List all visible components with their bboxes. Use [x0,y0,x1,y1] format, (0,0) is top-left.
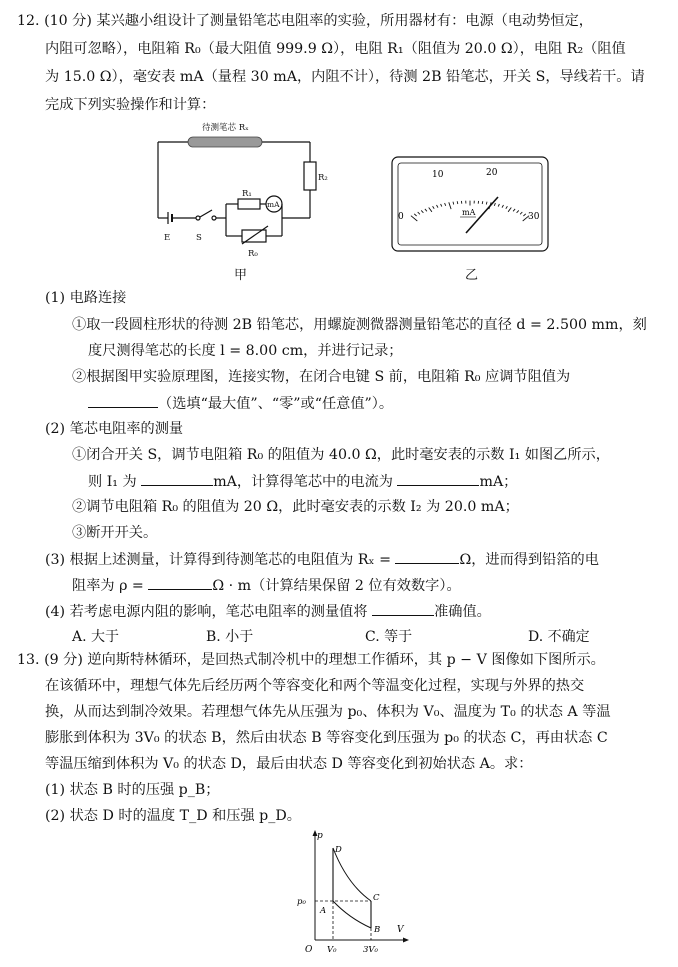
milliammeter-label: mA [267,200,280,209]
dial-unit: mA [462,208,476,217]
part3-line-2-post: Ω · m（计算结果保留 2 位有效数字）。 [212,578,461,594]
pv-diagram [295,828,410,960]
3v0-label: 3V₀ [363,945,378,955]
part2-item-b: ②调节电阻箱 R₀ 的阻值为 20 Ω，此时毫安表的示数 I₂ 为 20.0 mA； [72,499,519,515]
part4-post: 准确值。 [434,604,491,620]
part3-line-1-pre: (3) 根据上述测量，计算得到待测笔芯的电阻值为 Rₓ = [45,552,391,568]
q13-part-2: (2) 状态 D 时的温度 T_D 和压强 p_D。 [45,808,301,824]
origin-label: O [305,945,313,955]
q12-line-2: 内阻可忽略），电阻箱 R₀（最大阻值 999.9 Ω），电阻 R₁（阻值为 20.0 Ω），电阻 R₂（阻值 [45,41,626,57]
p0-label: p₀ [297,897,306,907]
part1-item-a-line-1: ①取一段圆柱形状的待测 2B 铅笔芯，用螺旋测微器测量铅笔芯的直径 d = 2.500 mm，刻 [72,317,647,333]
option-a[interactable]: A. 大于 [72,629,120,645]
answer-blank[interactable] [395,549,459,564]
q13-line-2: 在该循环中，理想气体先后经历两个等容变化和两个等温变化过程，实现与外界的热交 [45,678,585,694]
dial-tick-mark [482,201,483,204]
part2-item-a-mid: mA，计算得笔芯中的电流为 [213,474,393,490]
option-b[interactable]: B. 小于 [206,629,254,645]
milliammeter-dial [390,155,550,255]
answer-blank[interactable] [88,393,158,408]
q13-line-1: 13. (9 分) 逆向斯特林循环，是回热式制冷机中的理想工作循环，其 p − V 图像如下图所示。 [17,652,605,668]
dial-tick-10: 10 [432,170,444,180]
q12-line-1: 12. (10 分) 某兴趣小组设计了测量铅笔芯电阻率的实验，所用器材有：电源（电动势恒定， [17,13,593,29]
part1-item-a-line-2: 度尺测得笔芯的长度 l = 8.00 cm，并进行记录； [88,343,403,359]
figure-yi-caption: 乙 [465,268,479,283]
q13-part-1: (1) 状态 B 时的压强 p_B； [45,782,220,798]
switch-label: S [196,233,202,243]
answer-blank[interactable] [372,601,434,616]
state-d-label: D [335,845,342,855]
state-c-label: C [373,893,380,903]
r0-label: R₀ [248,249,258,259]
pencil-lead-label: 待测笔芯 Rₓ [202,123,249,133]
state-a-label: A [320,906,327,916]
q12-line-3: 为 15.0 Ω），毫安表 mA（量程 30 mA，内阻不计），待测 2B 铅笔芯，开关 S，导线若干。请 [45,69,645,85]
part2-item-a-post: mA； [479,474,518,490]
dial-tick-20: 20 [486,168,498,178]
v-axis-label: V [397,925,404,935]
dial-tick-30: 30 [528,212,540,222]
p-axis-label: p [317,831,323,841]
part2-item-a-pre: 则 I₁ 为 [88,474,137,490]
part1-item-b-line-2: （选填“最大值”、“零”或“任意值”）。 [158,396,394,412]
battery-label: E [164,233,171,243]
dial-tick-mark [457,201,458,204]
circuit-diagram [150,118,330,268]
option-d[interactable]: D. 不确定 [528,629,590,645]
r1-label: R₁ [242,189,252,199]
part1-item-b-line-1: ②根据图甲实验原理图，连接实物，在闭合电键 S 前，电阻箱 R₀ 应调节阻值为 [72,369,571,385]
part2-title: (2) 笔芯电阻率的测量 [45,421,184,437]
r2-label: R₂ [318,173,328,183]
q12-line-4: 完成下列实验操作和计算： [45,97,216,113]
q13-line-3: 换，从而达到制冷效果。若理想气体先从压强为 p₀、体积为 V₀、温度为 T₀ 的状态 A 等温 [45,704,611,720]
answer-blank[interactable] [397,471,479,486]
dial-tick-0: 0 [398,212,404,222]
part3-line-2-pre: 阻率为 ρ = [72,578,144,594]
option-c[interactable]: C. 等于 [365,629,413,645]
part2-item-c: ③断开开关。 [72,525,158,541]
state-b-label: B [374,925,381,935]
answer-blank[interactable] [141,471,213,486]
part2-item-a-line-1: ①闭合开关 S，调节电阻箱 R₀ 的阻值为 40.0 Ω，此时毫安表的示数 I₁ 如图乙所示， [72,447,610,463]
v0-label: V₀ [327,945,337,955]
part3-line-1-post: Ω，进而得到铅箔的电 [459,552,599,568]
figure-jia-caption: 甲 [234,268,248,283]
part1-title: (1) 电路连接 [45,290,127,306]
q13-line-4: 膨胀到体积为 3V₀ 的状态 B，然后由状态 B 等容变化到压强为 p₀ 的状态 C，再由状态 C [45,730,608,746]
q13-line-5: 等温压缩到体积为 V₀ 的状态 D，最后由状态 D 等容变化到初始状态 A。求： [45,756,533,772]
answer-blank[interactable] [148,575,212,590]
part4-pre: (4) 若考虑电源内阻的影响，笔芯电阻率的测量值将 [45,604,368,620]
